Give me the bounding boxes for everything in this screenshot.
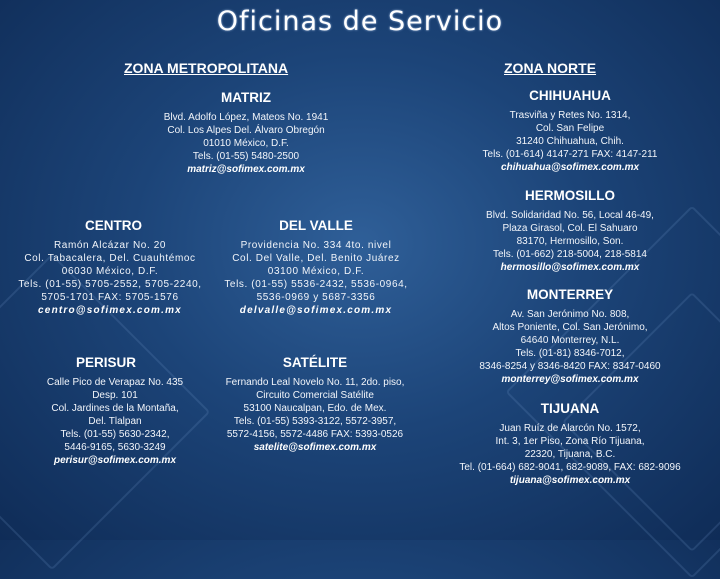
office-line: Tels. (01-55) 5536-2432, 5536-0964, bbox=[224, 279, 408, 290]
office-line: Col. Del Valle, Del. Benito Juárez bbox=[232, 253, 400, 264]
office-name: MONTERREY bbox=[526, 287, 614, 302]
office-line: Fernando Leal Novelo No. 11, 2do. piso, bbox=[225, 377, 405, 388]
office-line: Blvd. Adolfo López, Mateos No. 1941 bbox=[163, 112, 329, 123]
office-line: Av. San Jerónimo No. 808, bbox=[510, 309, 630, 320]
office-line: Col. Jardines de la Montaña, bbox=[51, 403, 179, 414]
office-line: Tels. (01-55) 5705-2552, 5705-2240, bbox=[18, 279, 202, 290]
office-email[interactable]: delvalle@sofimex.com.mx bbox=[239, 305, 393, 316]
office-satelite bbox=[210, 355, 420, 454]
office-email[interactable]: tijuana@sofimex.com.mx bbox=[509, 475, 631, 486]
office-name: CHIHUAHUA bbox=[529, 88, 611, 103]
office-chihuahua bbox=[425, 88, 715, 174]
office-centro bbox=[0, 218, 220, 317]
office-line: Altos Poniente, Col. San Jerónimo, bbox=[492, 322, 648, 333]
office-line: Juan Ruíz de Alarcón No. 1572, bbox=[499, 423, 641, 434]
office-line: Providencia No. 334 4to. nivel bbox=[240, 240, 392, 251]
office-line: 01010 México, D.F. bbox=[203, 138, 289, 149]
office-line: Col. Los Alpes Del. Álvaro Obregón bbox=[167, 125, 325, 136]
office-line: Tel. (01-664) 682-9041, 682-9089, FAX: 682-9096 bbox=[459, 462, 681, 473]
office-line: Col. Tabacalera, Del. Cuauhtémoc bbox=[24, 253, 196, 264]
zone-norte-heading: ZONA NORTE bbox=[504, 60, 597, 76]
office-email[interactable]: chihuahua@sofimex.com.mx bbox=[500, 162, 640, 173]
office-line: 06030 México, D.F. bbox=[61, 266, 159, 277]
office-line: 5705-1701 FAX: 5705-1576 bbox=[41, 292, 179, 303]
office-email[interactable]: monterrey@sofimex.com.mx bbox=[501, 374, 639, 385]
office-line: 03100 México, D.F. bbox=[267, 266, 365, 277]
office-monterrey bbox=[425, 287, 715, 386]
zone-metropolitana-heading: ZONA METROPOLITANA bbox=[124, 60, 289, 76]
office-line: 5446-9165, 5630-3249 bbox=[64, 442, 166, 453]
office-line: 53100 Naucalpan, Edo. de Mex. bbox=[243, 403, 387, 414]
office-name: SATÉLITE bbox=[282, 355, 348, 370]
office-line: Tels. (01-662) 218-5004, 218-5814 bbox=[493, 249, 647, 260]
office-line: 8346-8254 y 8346-8420 FAX: 8347-0460 bbox=[479, 361, 661, 372]
office-line: Desp. 101 bbox=[92, 390, 138, 401]
office-line: Blvd. Solidaridad No. 56, Local 46-49, bbox=[486, 210, 654, 221]
office-line: Plaza Girasol, Col. El Sahuaro bbox=[502, 223, 638, 234]
page-title: Oficinas de Servicio bbox=[216, 6, 504, 37]
office-email[interactable]: matriz@sofimex.com.mx bbox=[187, 164, 305, 175]
office-line: 83170, Hermosillo, Son. bbox=[516, 236, 624, 247]
office-line: 22320, Tijuana, B.C. bbox=[524, 449, 616, 460]
office-name: MATRIZ bbox=[221, 90, 271, 105]
office-del-valle bbox=[216, 218, 416, 317]
office-name: HERMOSILLO bbox=[525, 188, 615, 203]
office-email[interactable]: centro@sofimex.com.mx bbox=[38, 305, 182, 316]
office-line: Col. San Felipe bbox=[535, 123, 605, 134]
office-name: CENTRO bbox=[85, 218, 142, 233]
office-line: Trasviña y Retes No. 1314, bbox=[509, 110, 631, 121]
office-name: DEL VALLE bbox=[279, 218, 353, 233]
office-name: TIJUANA bbox=[540, 401, 600, 416]
office-line: Tels. (01-55) 5630-2342, bbox=[60, 429, 170, 440]
office-matriz bbox=[96, 90, 396, 176]
office-email[interactable]: satelite@sofimex.com.mx bbox=[253, 442, 377, 453]
office-line: Tels. (01-55) 5480-2500 bbox=[192, 151, 300, 162]
office-line: 5572-4156, 5572-4486 FAX: 5393-0526 bbox=[226, 429, 404, 440]
office-line: Del. Tlalpan bbox=[88, 416, 142, 427]
office-tijuana bbox=[425, 401, 715, 487]
office-line: Tels. (01-81) 8346-7012, bbox=[515, 348, 625, 359]
office-hermosillo bbox=[425, 188, 715, 274]
office-line: Int. 3, 1er Piso, Zona Río Tijuana, bbox=[495, 436, 645, 447]
office-line: 5536-0969 y 5687-3356 bbox=[256, 292, 376, 303]
office-line: 64640 Monterrey, N.L. bbox=[520, 335, 620, 346]
office-email[interactable]: hermosillo@sofimex.com.mx bbox=[500, 262, 640, 273]
office-email[interactable]: perisur@sofimex.com.mx bbox=[53, 455, 177, 466]
office-line: Calle Pico de Verapaz No. 435 bbox=[46, 377, 184, 388]
office-line: Tels. (01-55) 5393-3122, 5572-3957, bbox=[233, 416, 397, 427]
office-line: Ramón Alcázar No. 20 bbox=[53, 240, 167, 251]
office-name: PERISUR bbox=[76, 355, 137, 370]
office-line: 31240 Chihuahua, Chih. bbox=[516, 136, 624, 147]
office-line: Tels. (01-614) 4147-271 FAX: 4147-211 bbox=[482, 149, 658, 160]
office-line: Circuito Comercial Satélite bbox=[256, 390, 374, 401]
office-perisur bbox=[20, 355, 210, 467]
